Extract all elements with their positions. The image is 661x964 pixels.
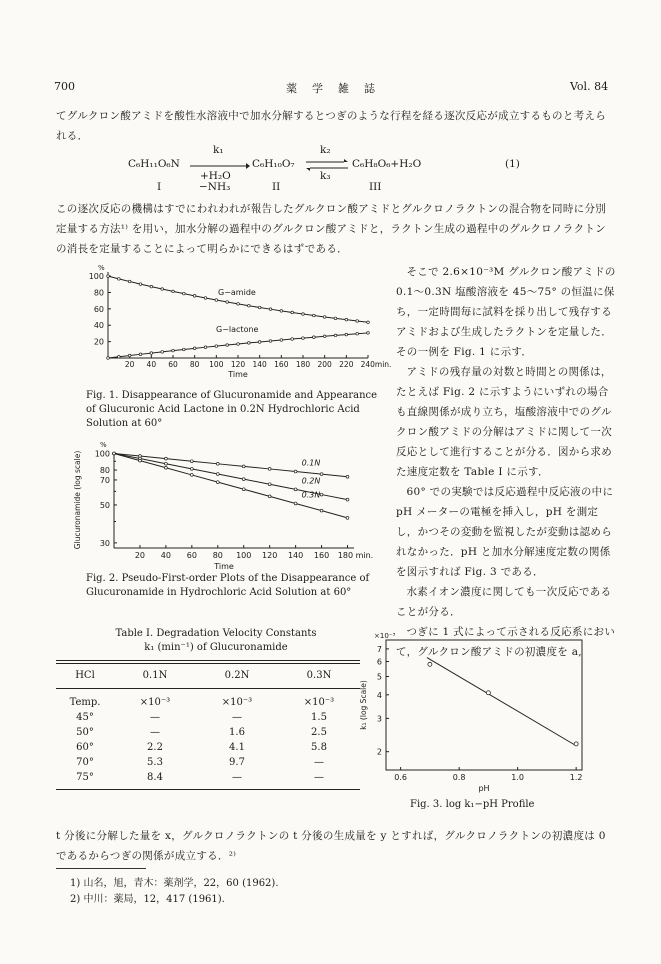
data-point [226,301,229,304]
x-tick-label: 120 [262,551,278,560]
table-cell: — [314,757,324,768]
data-point [242,488,245,491]
table-title: Table I. Degradation Velocity Constants [115,628,317,639]
figure-3 [356,632,596,796]
x-tick-label: 60 [186,551,197,560]
y-tick-label: 20 [93,337,104,347]
series-line [108,276,368,322]
data-point [242,478,245,481]
data-point [172,290,175,293]
data-point [237,303,240,306]
right-paragraph-4: 水素イオン濃度に関しても一次反応であることが分る． [396,586,612,618]
data-point [269,340,272,343]
table-cell: 45° [76,712,94,723]
data-point [280,310,283,313]
data-point [139,283,142,286]
data-point [237,343,240,346]
data-point [346,516,349,519]
x-tick-label: 180 [295,360,311,369]
series-label: 0.2N [301,476,321,486]
x-tick-label: 80 [212,551,223,560]
data-point [215,299,218,302]
series-label: 0.1N [301,458,321,468]
data-point [128,354,131,357]
table-cell: 2.5 [311,727,327,738]
data-point [193,295,196,298]
y-tick-label: 2 [376,747,382,757]
data-point [345,333,348,336]
table-cell: — [232,772,242,783]
right-paragraph-2: アミドの残存量の対数と時間との関係は，たとえば Fig. 2 に示すようにいずれの場合も直線関係が成り立ち，塩酸溶液中でのグルクロン酸アミドの分解はアミドに関して一次反応として進行することが分る．図から求めた速度定数を Table I に示す． [396,366,612,478]
footnote-rule [56,868,146,869]
table-cell: 60° [76,742,94,753]
table-cell: 5.3 [147,757,163,768]
data-point [190,474,193,477]
x-tick-label: 200 [317,360,332,369]
data-point [268,495,271,498]
table-row [56,710,360,725]
table-cell: 75° [76,772,94,783]
y-tick-label: 5 [376,672,382,682]
y-tick-label: 60 [93,304,104,314]
y-axis-label: k₁ (log Scale) [359,680,368,730]
x-tick-label: 20 [124,360,135,369]
table-header-row [56,664,360,686]
x-tick-label: 140 [287,551,304,560]
x-tick-label: 100 [209,360,224,369]
y-unit-label: % [98,264,105,272]
table-cell: ×10⁻³ [221,697,253,708]
data-point [269,308,272,311]
x-tick-label: 100 [236,551,252,560]
data-point [574,742,578,746]
x-tick-label: 160 [274,360,289,369]
footnote-2: 2) 中川：薬局，12，417 (1961). [70,894,225,905]
table-header-cell: 0.2N [224,669,250,681]
figure-2-caption: Fig. 2. Pseudo-First-order Plots of the Disappearance of Glucuronamide in Hydrochloric Acid Solution at 60° [86,573,370,598]
table-cell: — [314,772,324,783]
data-point [323,335,326,338]
data-point [107,357,110,360]
x-axis-label: pH [478,784,490,793]
figure-1-caption: Fig. 1. Disappearance of Glucuronamide and Appearance of Glucuronic Acid Lactone in 0.2N Hydrochloric Acid Solution at 60° [86,390,378,429]
data-point [323,316,326,319]
data-point [216,481,219,484]
data-point [334,334,337,337]
y-unit-label: % [100,441,107,449]
data-point [193,347,196,350]
data-point [164,466,167,469]
y-tick-label: 80 [99,466,110,476]
label-III: III [369,181,382,193]
x-axis-label: Time [214,562,234,571]
data-point [150,352,153,355]
data-point [118,355,121,358]
forward-arrow [190,162,250,170]
data-point [183,292,186,295]
table-cell: 50° [76,727,94,738]
data-point [280,339,283,342]
data-point [367,321,370,324]
table-header-cell: 0.3N [306,669,332,681]
rate-k1: k₁ [213,144,224,156]
data-point [204,346,207,349]
table-cell: 8.4 [147,772,163,783]
bottom-paragraph: t 分後に分解した量を x，グルクロノラクトンの t 分後の生成量を y とすれば，グルクロノラクトンの初濃度は 0 であるからつぎの関係が成立する．²⁾ [56,830,606,862]
table-cell: ×10⁻³ [139,697,171,708]
data-point [183,348,186,351]
compound-1: C₆H₁₁O₆N [128,158,180,170]
right-column-text [396,262,616,662]
data-point [346,498,349,501]
table-subtitle: k₁ (min⁻¹) of Glucuronamide [144,642,288,653]
label-I: I [157,181,162,193]
x-tick-label: 20 [134,551,146,560]
data-point [190,460,193,463]
table-cell: 9.7 [229,757,245,768]
page-number: 700 [54,80,75,93]
table-row [56,755,360,770]
table-row [56,770,360,785]
volume-label: Vol. 84 [570,80,609,93]
table-header-cell: 0.1N [142,669,168,681]
x-tick-label: 80 [189,360,200,369]
data-point [294,502,297,505]
data-point [367,332,370,335]
series-label: G−lactone [216,325,259,334]
data-point [107,275,110,278]
table-cell: — [150,727,160,738]
figure-2 [62,432,382,572]
label-II: II [272,181,281,193]
data-point [161,351,164,354]
table-cell: 70° [76,757,94,768]
data-point [139,459,142,462]
compound-2: C₆H₁₀O₇ [252,158,295,170]
x-tick-label: 180 min. [337,551,374,560]
plot-frame [386,640,582,770]
x-tick-label: 160 [313,551,330,560]
data-point [302,313,305,316]
y-tick-label: 40 [93,321,104,331]
reaction-equation [0,144,661,194]
figure-1 [80,262,392,386]
data-point [356,332,359,335]
series-label: 0.3N [301,490,321,500]
y-tick-label: 30 [99,538,110,548]
y-tick-label: 70 [99,475,110,485]
y-axis-label: Glucuronamide (log scale) [73,450,82,550]
data-point [248,304,251,307]
data-point [164,462,167,465]
table-header-cell: HCl [75,669,95,681]
data-point [161,288,164,291]
x-tick-label: 220 [339,360,354,369]
series-label: G−amide [218,288,256,297]
data-point [164,457,167,460]
data-point [150,285,153,288]
data-point [294,488,297,491]
data-point [302,337,305,340]
y-unit-label: ×10⁻³ [374,632,396,640]
intro-paragraph: てグルクロン酸アミドを酸性水溶液中で加水分解するとつぎのような行程を経る逐次反応が成立するものと考えられる． [56,110,607,142]
table-row [56,695,360,710]
data-point [226,344,229,347]
y-tick-label: 4 [376,690,382,700]
data-point [486,691,490,695]
data-point [346,475,349,478]
x-tick-label: 1.2 [569,773,583,782]
data-point [320,473,323,476]
y-tick-label: 100 [94,449,110,459]
data-point [334,317,337,320]
x-tick-label: 240min. [360,360,392,369]
rate-k2: k₂ [320,144,331,156]
equation-number: (1) [505,158,520,170]
data-point [118,278,121,281]
x-tick-label: 120 [230,360,246,369]
data-point [204,297,207,300]
table-row [56,740,360,755]
right-paragraph-1: そこで 2.6×10⁻³M グルクロン酸アミドの 0.1〜0.3N 塩酸溶液を 45〜75° の恒温に保ち，一定時間毎に試料を採り出して残存するアミドおよび生成したラクトンを定量した．その一例を Fig. 1 に示す． [396,266,616,358]
figure-1-chart [80,262,392,382]
x-tick-label: 140 [252,360,267,369]
compound-3: C₆H₈O₆+H₂O [352,158,422,170]
x-axis-label: Time [228,370,248,379]
data-point [258,341,261,344]
figure-3-caption: Fig. 3. log k₁−pH Profile [410,799,535,810]
y-tick-label: 80 [93,288,104,298]
table-cell: 5.8 [311,742,327,753]
data-point [345,318,348,321]
data-point [172,349,175,352]
right-paragraph-3: 60° での実験では反応過程中反応液の中に pH メーターの電極を挿入し，pH を測定し，かつその変動を監視したが変動は認められなかった．pH と加水分解速度定数の関係を図示すれば Fig. 3 である． [396,486,614,578]
table-cell: 2.2 [147,742,163,753]
data-point [216,462,219,465]
table-cell: 1.5 [311,712,327,723]
data-point [291,311,294,314]
data-point [216,473,219,476]
journal-title: 薬 学 雑 誌 [286,82,377,95]
x-tick-label: 0.6 [394,773,407,782]
data-point [242,465,245,468]
data-point [428,662,432,666]
data-point [268,483,271,486]
rate-k3: k₃ [320,170,331,182]
table-row [56,725,360,740]
data-point [139,353,142,356]
degradation-table [56,660,360,790]
data-point [294,470,297,473]
figure-2-chart [62,432,382,571]
data-point [113,452,116,455]
fit-line [427,658,576,746]
right-paragraph-5: つぎに 1 式によって示される反応系において，グルクロン酸アミドの初濃度を a, [396,626,616,658]
data-point [313,336,316,339]
x-tick-label: 1.0 [511,773,525,782]
footnote-1: 1) 山名，旭，青木：薬剤学，22，60 (1962). [70,878,279,889]
y-tick-label: 7 [376,644,382,654]
data-point [291,338,294,341]
y-tick-label: 6 [376,657,382,667]
data-point [128,280,131,283]
data-point [356,320,359,323]
table-cell: — [232,712,242,723]
data-point [248,342,251,345]
table-cell: ×10⁻³ [303,697,335,708]
data-point [320,493,323,496]
condition-water: +H₂O [200,170,231,182]
data-point [313,314,316,317]
x-tick-label: 40 [160,551,171,560]
x-tick-label: 40 [146,360,157,369]
data-point [258,306,261,309]
y-tick-label: 50 [99,500,110,510]
condition-ammonia: −NH₃ [199,181,231,193]
data-point [215,345,218,348]
data-point [320,509,323,512]
y-tick-label: 3 [376,714,382,724]
data-point [190,467,193,470]
y-tick-label: 100 [88,272,104,282]
figure-3-chart [356,632,596,792]
table-cell: 1.6 [229,727,245,738]
table-cell: — [150,712,160,723]
table-cell: 4.1 [229,742,245,753]
x-tick-label: 0.8 [452,773,466,782]
method-paragraph: この逐次反応の機構はすでにわれわれが報告したグルクロン酸アミドとグルクロノラクトンの混合物を同時に分別定量する方法¹⁾ を用い，加水分解の過程中のグルクロン酸アミドと，ラクトン生成の過程中のグルクロノラクトンの消長を定量することによって明らかにできるはずである． [56,203,607,255]
x-tick-label: 60 [168,360,178,369]
table-cell: Temp. [69,697,101,708]
data-point [268,468,271,471]
